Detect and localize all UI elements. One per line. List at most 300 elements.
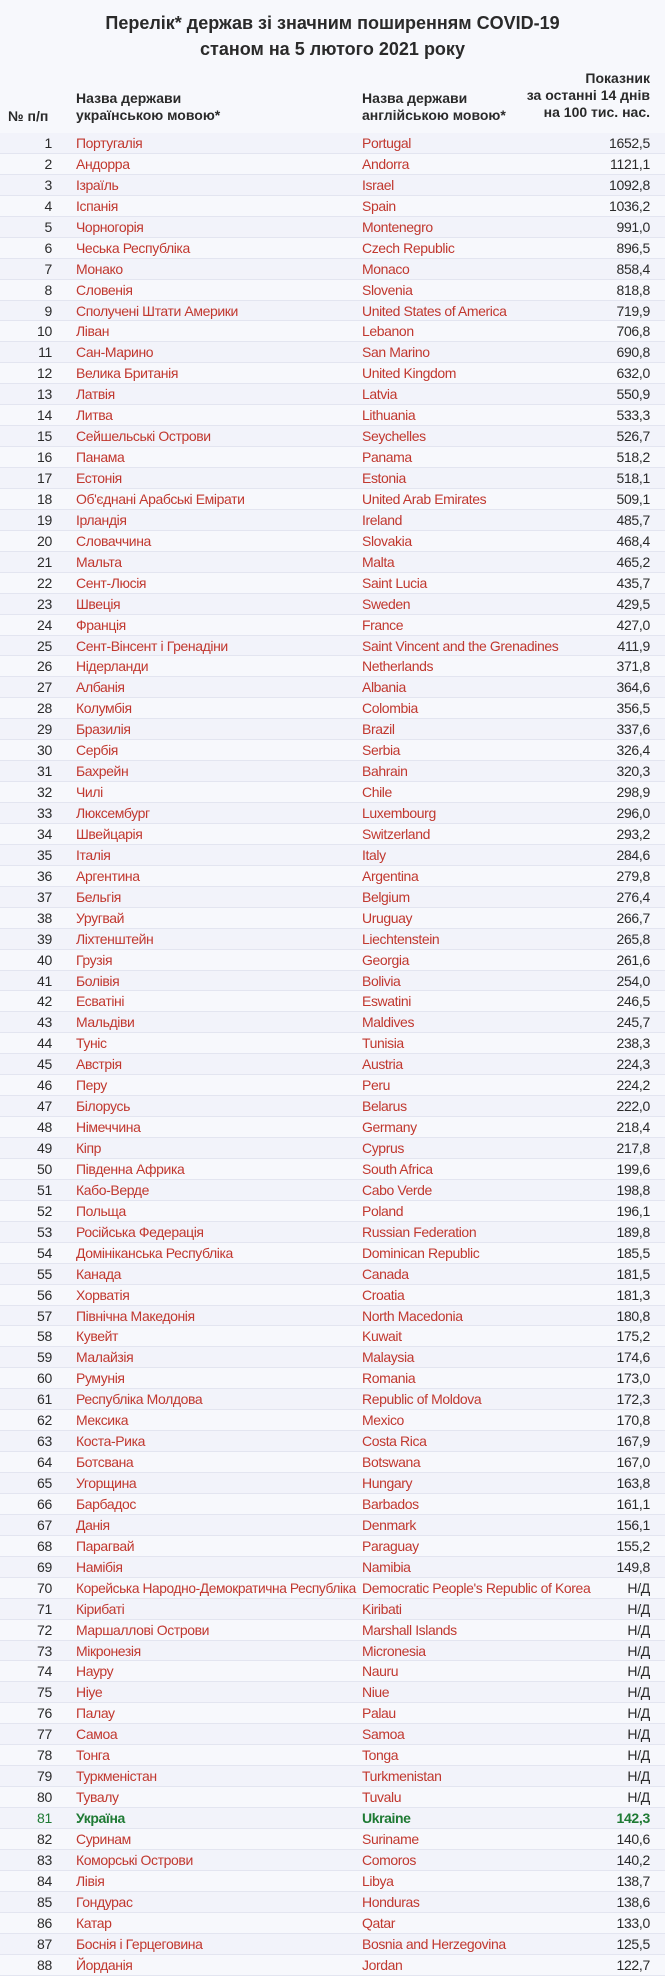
- row-number: 53: [37, 1223, 52, 1240]
- table-row: [0, 1599, 665, 1620]
- country-name-ukrainian: Словенія: [76, 281, 133, 298]
- table-row: [0, 1955, 665, 1976]
- table-row: [0, 426, 665, 447]
- table-row: [0, 1766, 665, 1787]
- country-name-ukrainian: Україна: [76, 1810, 125, 1826]
- row-number: 10: [37, 323, 52, 340]
- table-row: [0, 1641, 665, 1662]
- country-name-ukrainian: Австрія: [76, 1056, 122, 1073]
- row-number: 51: [37, 1181, 52, 1198]
- country-name-english: Marshall Islands: [362, 1621, 457, 1638]
- country-name-ukrainian: Нідерланди: [76, 658, 149, 675]
- row-number: 34: [37, 825, 52, 842]
- country-name-ukrainian: Ірландія: [76, 511, 127, 528]
- country-name-english: Denmark: [362, 1516, 416, 1533]
- country-name-ukrainian: Ніуе: [76, 1684, 103, 1701]
- row-number: 82: [37, 1830, 52, 1847]
- table-row: [0, 1201, 665, 1222]
- country-name-english: Andorra: [362, 155, 410, 172]
- row-number: 48: [37, 1119, 52, 1136]
- table-row: [0, 1285, 665, 1306]
- country-name-ukrainian: Монако: [76, 260, 123, 277]
- table-row: [0, 1075, 665, 1096]
- row-number: 50: [37, 1160, 52, 1177]
- row-number: 52: [37, 1202, 52, 1219]
- country-name-ukrainian: Колумбія: [76, 700, 132, 717]
- header-number: № п/п: [8, 108, 49, 124]
- row-number: 23: [37, 595, 52, 612]
- country-name-english: Bolivia: [362, 972, 401, 989]
- country-name-ukrainian: Бразилія: [76, 721, 131, 738]
- country-name-ukrainian: Мальта: [76, 553, 122, 570]
- country-name-ukrainian: Туркменістан: [76, 1768, 157, 1785]
- country-name-ukrainian: Латвія: [76, 386, 115, 403]
- country-name-english: Netherlands: [362, 658, 434, 675]
- row-number: 66: [37, 1495, 52, 1512]
- indicator-value: Н/Д: [627, 1747, 650, 1764]
- row-number: 80: [37, 1789, 52, 1806]
- country-name-english: Namibia: [362, 1558, 411, 1575]
- table-row: [0, 384, 665, 405]
- header-val-line-2: за останні 14 днів: [526, 87, 650, 103]
- country-name-english: Panama: [362, 449, 412, 466]
- country-name-english: Canada: [362, 1265, 409, 1282]
- table-row: [0, 573, 665, 594]
- table-row: [0, 1557, 665, 1578]
- row-number: 63: [37, 1433, 52, 1450]
- country-name-english: United Arab Emirates: [362, 490, 487, 507]
- country-name-ukrainian: Самоа: [76, 1726, 118, 1743]
- indicator-value: 172,3: [616, 1391, 650, 1408]
- row-number: 41: [37, 972, 52, 989]
- row-number: 28: [37, 700, 52, 717]
- country-name-english: Niue: [362, 1684, 390, 1701]
- country-name-english: Qatar: [362, 1914, 396, 1931]
- row-number: 55: [37, 1265, 52, 1282]
- table-row: [0, 615, 665, 636]
- country-name-ukrainian: Російська Федерація: [76, 1223, 204, 1240]
- indicator-value: 518,1: [616, 470, 650, 486]
- indicator-value: 279,8: [616, 867, 650, 884]
- row-number: 14: [37, 407, 52, 424]
- country-name-english: Tuvalu: [362, 1789, 402, 1806]
- row-number: 78: [37, 1747, 52, 1764]
- country-name-ukrainian: Парагвай: [76, 1537, 135, 1554]
- indicator-value: Н/Д: [627, 1579, 650, 1596]
- row-number: 4: [44, 197, 52, 214]
- country-name-english: Chile: [362, 784, 392, 801]
- country-name-english: Argentina: [362, 867, 419, 884]
- country-name-ukrainian: Ліхтенштейн: [76, 930, 154, 947]
- country-name-ukrainian: Туніс: [76, 1035, 107, 1052]
- table-row: [0, 342, 665, 363]
- table-row: [0, 1892, 665, 1913]
- indicator-value: 217,8: [616, 1140, 650, 1156]
- country-name-english: Israel: [362, 176, 394, 193]
- indicator-value: 550,9: [616, 386, 650, 403]
- country-name-ukrainian: Республіка Молдова: [76, 1391, 203, 1408]
- indicator-value: Н/Д: [627, 1726, 650, 1743]
- table-row: [0, 1054, 665, 1075]
- indicator-value: 133,0: [616, 1914, 650, 1931]
- country-name-english: Suriname: [362, 1830, 419, 1847]
- country-name-english: Germany: [362, 1119, 417, 1136]
- country-name-ukrainian: Південна Африка: [76, 1160, 185, 1177]
- table-row: [0, 908, 665, 929]
- country-name-english: Republic of Moldova: [362, 1391, 482, 1408]
- country-name-english: Belarus: [362, 1098, 407, 1115]
- country-name-ukrainian: Мексика: [76, 1412, 129, 1429]
- row-number: 3: [44, 176, 52, 193]
- table-row: [0, 636, 665, 657]
- table-row: [0, 1410, 665, 1431]
- row-number: 32: [37, 784, 52, 801]
- country-name-ukrainian: Сполучені Штати Америки: [76, 302, 238, 319]
- country-name-english: Barbados: [362, 1495, 419, 1512]
- country-name-ukrainian: Білорусь: [76, 1098, 130, 1115]
- country-name-english: Portugal: [362, 135, 411, 151]
- row-number: 22: [37, 574, 52, 591]
- row-number: 74: [37, 1663, 52, 1680]
- country-name-english: Peru: [362, 1077, 390, 1094]
- country-name-english: Tonga: [362, 1747, 399, 1764]
- country-name-ukrainian: Тонга: [76, 1747, 110, 1764]
- indicator-value: 218,4: [616, 1119, 650, 1136]
- indicator-value: 224,2: [616, 1077, 650, 1094]
- country-name-english: Nauru: [362, 1663, 399, 1680]
- country-name-english: Montenegro: [362, 218, 433, 235]
- country-name-english: Eswatini: [362, 993, 411, 1010]
- table-row: [0, 845, 665, 866]
- country-name-english: Spain: [362, 197, 396, 214]
- table-row: [0, 531, 665, 552]
- country-name-ukrainian: Канада: [76, 1265, 122, 1282]
- indicator-value: 1036,2: [608, 197, 650, 214]
- table-row: [0, 1096, 665, 1117]
- indicator-value: 1092,8: [608, 176, 650, 193]
- country-name-english: Brazil: [362, 721, 395, 738]
- country-name-ukrainian: Палау: [76, 1705, 115, 1722]
- country-name-english: Latvia: [362, 386, 397, 403]
- country-name-english: Paraguay: [362, 1537, 419, 1554]
- indicator-value: 125,5: [616, 1935, 650, 1952]
- country-name-ukrainian: Болівія: [76, 972, 120, 989]
- table-row: [0, 321, 665, 342]
- country-name-english: United States of America: [362, 302, 507, 319]
- row-number: 56: [37, 1286, 52, 1303]
- table-row: [0, 1536, 665, 1557]
- country-name-ukrainian: Чеська Республіка: [76, 239, 190, 256]
- country-name-english: Czech Republic: [362, 239, 455, 256]
- row-number: 5: [44, 218, 52, 235]
- country-name-english: Russian Federation: [362, 1223, 477, 1240]
- country-name-english: Kuwait: [362, 1328, 402, 1345]
- row-number: 77: [37, 1726, 52, 1743]
- indicator-value: Н/Д: [627, 1789, 650, 1806]
- country-name-ukrainian: Португалія: [76, 135, 143, 151]
- indicator-value: 149,8: [616, 1558, 650, 1575]
- row-number: 46: [37, 1077, 52, 1094]
- table-row: [0, 405, 665, 426]
- indicator-value: 142,3: [616, 1810, 650, 1826]
- indicator-value: 265,8: [616, 930, 650, 947]
- row-number: 76: [37, 1705, 52, 1722]
- indicator-value: 155,2: [616, 1537, 650, 1554]
- indicator-value: 261,6: [616, 951, 650, 968]
- row-number: 73: [37, 1642, 52, 1659]
- country-name-ukrainian: Намібія: [76, 1558, 123, 1575]
- country-name-english: South Africa: [362, 1160, 433, 1177]
- row-number: 60: [37, 1370, 52, 1387]
- country-name-english: Malta: [362, 553, 395, 570]
- table-row: [0, 1389, 665, 1410]
- table-row: [0, 1117, 665, 1138]
- table-row: [0, 175, 665, 196]
- row-number: 12: [37, 365, 52, 382]
- country-name-english: Turkmenistan: [362, 1768, 442, 1785]
- country-name-english: Libya: [362, 1872, 394, 1889]
- indicator-value: 858,4: [616, 260, 650, 277]
- row-number: 87: [37, 1935, 52, 1952]
- indicator-value: 175,2: [616, 1328, 650, 1345]
- country-name-english: Botswana: [362, 1454, 421, 1471]
- table-row: [0, 468, 665, 489]
- table-row: [0, 929, 665, 950]
- country-name-ukrainian: Катар: [76, 1914, 112, 1931]
- table-row: [0, 1808, 665, 1829]
- table-row: [0, 1913, 665, 1934]
- indicator-value: Н/Д: [627, 1705, 650, 1722]
- table-row: [0, 301, 665, 322]
- country-name-ukrainian: Боснія і Герцеговина: [76, 1935, 203, 1952]
- table-row: [0, 1724, 665, 1745]
- country-name-ukrainian: Сейшельські Острови: [76, 428, 211, 445]
- row-number: 58: [37, 1328, 52, 1345]
- table-row: [0, 887, 665, 908]
- country-name-ukrainian: Сан-Марино: [76, 344, 154, 361]
- indicator-value: 411,9: [617, 637, 650, 654]
- table-row: [0, 1682, 665, 1703]
- indicator-value: 224,3: [616, 1056, 650, 1073]
- country-name-english: Samoa: [362, 1726, 405, 1743]
- indicator-value: 163,8: [616, 1475, 650, 1491]
- indicator-value: 173,0: [616, 1370, 650, 1387]
- country-name-ukrainian: Албанія: [76, 679, 125, 696]
- table-row: [0, 1264, 665, 1285]
- header-en-line-1: Назва держави: [362, 90, 468, 106]
- row-number: 21: [37, 553, 52, 570]
- table-row: [0, 698, 665, 719]
- country-name-ukrainian: Перу: [76, 1077, 107, 1094]
- table-row: [0, 1934, 665, 1955]
- country-name-english: Sweden: [362, 595, 411, 612]
- header-val-line-1: Показник: [585, 70, 650, 86]
- table-row: [0, 950, 665, 971]
- indicator-value: 818,8: [616, 281, 650, 298]
- country-name-english: Monaco: [362, 260, 410, 277]
- indicator-value: 284,6: [616, 846, 650, 863]
- country-name-ukrainian: Хорватія: [76, 1286, 130, 1303]
- country-name-english: Estonia: [362, 470, 406, 486]
- table-row: [0, 719, 665, 740]
- country-name-english: Palau: [362, 1705, 396, 1722]
- title-line-1: Перелік* держав зі значним поширенням COVID-19: [105, 13, 560, 33]
- country-name-ukrainian: Кабо-Верде: [76, 1181, 149, 1198]
- indicator-value: 122,7: [616, 1956, 650, 1973]
- table-row: [0, 761, 665, 782]
- row-number: 19: [37, 511, 52, 528]
- indicator-value: 485,7: [616, 511, 650, 528]
- country-name-english: France: [362, 616, 404, 633]
- country-name-english: Liechtenstein: [362, 930, 440, 947]
- indicator-value: 526,7: [616, 428, 650, 445]
- indicator-value: 509,1: [616, 490, 650, 507]
- table-row: [0, 1326, 665, 1347]
- row-number: 27: [37, 679, 52, 696]
- row-number: 57: [37, 1307, 52, 1324]
- title-line-2: станом на 5 лютого 2021 року: [200, 39, 465, 59]
- indicator-value: 246,5: [616, 993, 650, 1010]
- indicator-value: 296,0: [616, 805, 650, 821]
- country-name-ukrainian: Франція: [76, 616, 126, 633]
- indicator-value: 181,3: [616, 1286, 650, 1303]
- row-number: 36: [37, 867, 52, 884]
- country-name-ukrainian: Суринам: [76, 1830, 131, 1847]
- indicator-value: 138,6: [616, 1893, 650, 1910]
- row-number: 1: [44, 135, 52, 151]
- row-number: 42: [37, 993, 52, 1010]
- indicator-value: 371,8: [616, 658, 650, 675]
- table-row: [0, 656, 665, 677]
- country-name-ukrainian: Чилі: [76, 784, 103, 801]
- country-name-english: Croatia: [362, 1286, 405, 1303]
- row-number: 72: [37, 1621, 52, 1638]
- table-row: [0, 1368, 665, 1389]
- country-name-ukrainian: Тувалу: [76, 1789, 119, 1806]
- row-number: 26: [37, 658, 52, 675]
- country-name-ukrainian: Уругвай: [76, 909, 125, 926]
- row-number: 67: [37, 1516, 52, 1533]
- country-name-ukrainian: Грузія: [76, 951, 113, 968]
- country-name-english: Costa Rica: [362, 1433, 427, 1450]
- country-name-ukrainian: Есватіні: [76, 993, 125, 1010]
- indicator-value: 238,3: [616, 1035, 650, 1052]
- country-name-ukrainian: Німеччина: [76, 1119, 141, 1136]
- country-name-ukrainian: Домініканська Республіка: [76, 1244, 233, 1261]
- indicator-value: 518,2: [616, 449, 650, 466]
- country-name-ukrainian: Мальдіви: [76, 1014, 135, 1031]
- country-name-ukrainian: Ботсвана: [76, 1454, 134, 1471]
- table-row: [0, 1494, 665, 1515]
- row-number: 25: [37, 637, 52, 654]
- country-name-ukrainian: Бахрейн: [76, 763, 129, 780]
- row-number: 81: [37, 1810, 52, 1826]
- country-name-english: Bahrain: [362, 763, 408, 780]
- table-row: [0, 1452, 665, 1473]
- table-row: [0, 238, 665, 259]
- table-row: [0, 1222, 665, 1243]
- country-name-english: Poland: [362, 1202, 404, 1219]
- country-name-ukrainian: Швейцарія: [76, 825, 143, 842]
- indicator-value: 326,4: [616, 742, 650, 759]
- country-name-english: Hungary: [362, 1475, 413, 1491]
- country-name-english: Jordan: [362, 1956, 403, 1973]
- row-number: 70: [37, 1579, 52, 1596]
- indicator-value: 167,0: [616, 1454, 650, 1471]
- indicator-value: 429,5: [616, 595, 650, 612]
- indicator-value: 337,6: [616, 721, 650, 738]
- indicator-value: 298,9: [616, 784, 650, 801]
- country-name-ukrainian: Кіпр: [76, 1140, 102, 1156]
- indicator-value: 896,5: [616, 239, 650, 256]
- row-number: 15: [37, 428, 52, 445]
- country-name-ukrainian: Чорногорія: [76, 218, 144, 235]
- country-name-ukrainian: Коста-Рика: [76, 1433, 146, 1450]
- indicator-value: 690,8: [616, 344, 650, 361]
- indicator-value: 167,9: [616, 1433, 650, 1450]
- country-name-ukrainian: Науру: [76, 1663, 114, 1680]
- country-name-english: Micronesia: [362, 1642, 426, 1659]
- country-name-ukrainian: Польща: [76, 1202, 126, 1219]
- row-number: 2: [44, 155, 52, 172]
- indicator-value: 156,1: [616, 1516, 650, 1533]
- indicator-value: 293,2: [616, 825, 650, 842]
- table-row: [0, 259, 665, 280]
- indicator-value: 185,5: [616, 1244, 650, 1261]
- indicator-value: 170,8: [616, 1412, 650, 1429]
- country-name-english: Ukraine: [362, 1810, 411, 1826]
- indicator-value: 222,0: [616, 1098, 650, 1115]
- country-name-english: Luxembourg: [362, 805, 436, 821]
- table-row: [0, 489, 665, 510]
- row-number: 88: [37, 1956, 52, 1973]
- country-name-english: Serbia: [362, 742, 401, 759]
- row-number: 38: [37, 909, 52, 926]
- row-number: 37: [37, 888, 52, 905]
- country-name-ukrainian: Йорданія: [76, 1956, 133, 1973]
- country-name-english: Ireland: [362, 511, 403, 528]
- table-row: [0, 1347, 665, 1368]
- table-row: [0, 740, 665, 761]
- row-number: 43: [37, 1014, 52, 1031]
- row-number: 40: [37, 951, 52, 968]
- row-number: 13: [37, 386, 52, 403]
- row-number: 71: [37, 1600, 52, 1617]
- indicator-value: Н/Д: [627, 1642, 650, 1659]
- indicator-value: 138,7: [616, 1872, 650, 1889]
- table-row: [0, 447, 665, 468]
- indicator-value: 364,6: [616, 679, 650, 696]
- indicator-value: 140,2: [616, 1851, 650, 1868]
- table-row: [0, 196, 665, 217]
- country-name-english: Belgium: [362, 888, 410, 905]
- table-row: [0, 1703, 665, 1724]
- table-row: [0, 1033, 665, 1054]
- indicator-value: 533,3: [616, 407, 650, 424]
- table-row: [0, 971, 665, 992]
- country-name-ukrainian: Бельгія: [76, 888, 121, 905]
- country-name-ukrainian: Угорщина: [76, 1475, 137, 1491]
- indicator-value: Н/Д: [627, 1621, 650, 1638]
- country-name-english: Kiribati: [362, 1600, 402, 1617]
- country-name-english: Maldives: [362, 1014, 415, 1031]
- header-en-line-2: англійською мовою*: [362, 107, 506, 123]
- table-row: [0, 1787, 665, 1808]
- country-name-english: Romania: [362, 1370, 416, 1387]
- country-name-ukrainian: Панама: [76, 449, 125, 466]
- table-row: [0, 824, 665, 845]
- indicator-value: 356,5: [616, 700, 650, 717]
